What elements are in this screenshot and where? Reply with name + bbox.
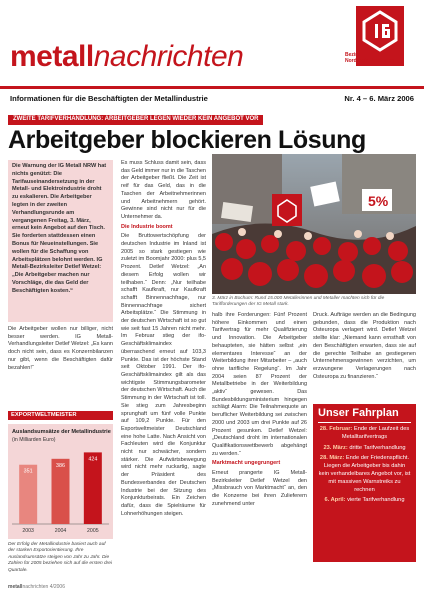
column1-text [8, 326, 113, 408]
footer [8, 584, 65, 590]
export-box [8, 411, 113, 573]
footer-issue: nachrichten 4/2006 [22, 584, 65, 590]
fahrplan-box [313, 404, 416, 562]
chart-svg [8, 424, 113, 539]
column2-text [121, 160, 206, 564]
photo-caption: 3. März in Bochum: Rund 15.000 Metallerinnen und Metaller machten sich für die Tarifforderungen der IG Metall stark. [212, 296, 385, 308]
fahrplan-text: vierte Tarifverhandlung [347, 497, 405, 504]
demonstration-photo [212, 154, 416, 294]
column2-paragraph-b: Die Bruttowertschöpfung der deutschen Industrie im Inland ist 2005 so stark gestiegen wie zuletzt im Boomjahr 2000: plus 5,5 Prozent. Detlef Wetzel: „An diesem Erfolg wollen wir teilhaben.“ Denn: „Nur teilhabe schafft Kaufkraft, nur Kaufkraft schafft Binnennachfrage, nur Binnennachfrage sichert Arbeitsplätze.“ Die Stimmung in der deutschen Wirtschaft ist so gut wie seit fast 15 Jahren nicht mehr. Im Februar stieg der ifo-Geschäftsklimaindex überraschend erneut auf 103,3 Punkte. Das ist der höchste Stand seit Oktober 1991. Der ifo-Geschäftsklimaindex gilt als das wichtigste Stimmungsbarometer der deutschen Wirtschaft. Auch die Stimmung in der Wirtschaft ist toll. Sie stieg zum Jahresbeginn sprunghaft um fünf volle Punkte auf 109,2 Punkte. Für den Exportweltmeister Deutschland eine hohe Latte. Nach Ansicht von Fachleuten wird die Konjunktur nicht nur schwächer, sondern stärker. Die Aufwärtsbewegung wird nicht mehr ruckartig, sagte der Präsident des Bundesverbandes der Deutschen Industrie bei der Sitzung des Konjunkturbeirats. Ein Zeichen dafür, dass die Spielräume für Lohnerhöhungen steigen. [121, 233, 206, 517]
chart-bar [84, 452, 102, 524]
fahrplan-date: 28. Februar: [319, 426, 353, 432]
column3-text [212, 312, 307, 564]
fahrplan-date: 28. März: [319, 455, 345, 462]
headline: Arbeitgeber blockieren Lösung [8, 126, 366, 154]
chart-category-label: 2003 [22, 528, 34, 534]
chart-caption: Der Erfolg der Metallindustrie basiert auch auf der starken Exportorientierung. Ihre Auslandsumsätze steigen von Jahr zu Jahr. Die Zahlen für 2005 beziehen sich auf die ersten drei Quartale. [8, 542, 112, 573]
fahrplan-date: 6. April: [324, 497, 346, 504]
column4-text [313, 312, 416, 400]
fahrplan-text: Ende der Friedenspflicht. Liegen die Arbeitgeber bis dahin kein verhandelbares Angebot vor, ist mit massiven Warnstreiks zu rechnen [318, 455, 411, 493]
column3-paragraph-b: Erneut prangerte IG Metall-Bezirksleiter Detlef Wetzel den „Missbrauch von Marktmacht“ an, den die Konzerne bei ihren Zulieferern zunehmend unter [212, 470, 307, 507]
export-box-title: EXPORTWELTMEISTER [8, 411, 113, 420]
fahrplan-text: Ende der Laufzeit des Metalltarifvertrags [341, 426, 410, 440]
brand-line1: Bezirk [345, 52, 361, 58]
column2-paragraph-a: Es muss Schluss damit sein, dass das Geld immer nur in die Taschen der Arbeitgeber fließt. Die Zeit ist reif für das Geld, das in die Taschen der Arbeitnehmerinnen und Arbeitnehmern gehört. Gewinne sind nicht nur für die Unternehmer da. [121, 160, 206, 220]
subline [10, 94, 414, 103]
column3-paragraph-a: halb ihre Forderungen: Fünf Prozent höhere Einkommen und einen Tarifvertrag für mehr Qualifizierung und Innovation. Die Arbeitgeber behaupteten, sie hätten selbst „ein elementares Interesse“ an der Weiterbildung ihrer Mitarbeiter – „auch ohne tarifliche Regelung“. Im Jahr 2004 seien 87 Prozent der Metallbetriebe in der Weiterbildung „aktiv“ gewesen. Das Bundesbildungsministerium hingegen schlägt Alarm: Die Teilnahmequote an beruflicher Weiterbildung sei zwischen 2000 und 2003 um drei Punkte auf 26 Prozent gesunken. Detlef Wetzel: „Deutschland droht im internationalen Qualifikationswettbewerb abgehängt zu werden.“ [212, 312, 307, 457]
fahrplan-item [318, 445, 411, 453]
column4-paragraph: Druck. Aufträge werden an die Bedingung gebunden, dass die Produktion nach Osteuropa verlagert wird. Detlef Wetzel stellte klar: „Niemand kann ernsthaft von den Beschäftigten erwarten, dass sie auf die gerechte Teilhabe an gestiegenen Unternehmensgewinnen verzichten, um erzwungene Verlagerungen nach Osteuropa zu finanzieren.“ [313, 312, 416, 380]
fahrplan-item [318, 497, 411, 505]
chart-value-label: 386 [56, 462, 65, 469]
lead-paragraph: Die Warnung der IG Metall NRW hat nichts genützt: Die Tarifauseinandersetzung in der Metall- und Elektroindustrie droht zu eskalieren. Die Arbeitgeber legten in der zweiten Verhandlungsrunde am vergangenen Freitag, 3. März, erneut kein Angebot auf den Tisch. Sie forderten stattdessen einen Bonus für Neueinstellungen. Sie wollen für die Schaffung von Arbeitsplätzen belohnt werden. IG Metall-Bezirksleiter Detlef Wetzel: „Die Arbeitgeber machen nur Vorschläge, die das Geld der Beschäftigten kosten.“ [8, 160, 113, 322]
fahrplan-date: 23. März: [323, 444, 348, 451]
brand-label [345, 52, 419, 64]
column2-subhead: Die Industrie boomt [121, 223, 173, 230]
column3-subhead: Marktmacht ungegrungert [212, 460, 281, 467]
fahrplan-item [318, 455, 411, 494]
column1-paragraph: Die Arbeitgeber wollen nur billiger, nicht besser werden. IG Metall-Verhandlungsleiter Detlef Wetzel: „Es kann doch nicht sein, dass es Konzernbilanzen nur gibt, wenn die Beschäftigten dafür bezahlen!“ [8, 326, 113, 371]
demonstration-photo-image [212, 154, 416, 294]
fahrplan-text: dritte Tarifverhandlung [349, 444, 406, 451]
chart-category-label: 2005 [87, 528, 99, 534]
masthead-part1: metall [10, 40, 94, 73]
kicker: ZWEITE TARIFVERHANDLUNG: ARBEITGEBER LEGEN WIEDER KEIN ANGEBOT VOR [8, 115, 263, 125]
masthead-rule [0, 86, 424, 89]
fahrplan-item [318, 426, 411, 442]
chart-value-label: 351 [23, 468, 33, 475]
svg-text:5%: 5% [368, 193, 389, 209]
brand-line2: Nordrhein-Westfalen [345, 58, 395, 64]
chart-title: Auslandsumsätze der Metallindustrie [12, 429, 111, 435]
export-chart [8, 424, 113, 539]
chart-ylabel: (in Milliarden Euro) [12, 437, 56, 443]
masthead [10, 40, 243, 74]
chart-category-label: 2004 [54, 528, 67, 534]
footer-brand: metall [8, 584, 23, 590]
masthead-part2: nachrichten [93, 40, 244, 73]
issue-date: Nr. 4 – 6. März 2006 [344, 94, 414, 103]
subline-left: Informationen für die Beschäftigten der Metallindustrie [10, 94, 208, 103]
chart-value-label: 424 [88, 456, 98, 463]
fahrplan-title: Unser Fahrplan [318, 407, 411, 423]
